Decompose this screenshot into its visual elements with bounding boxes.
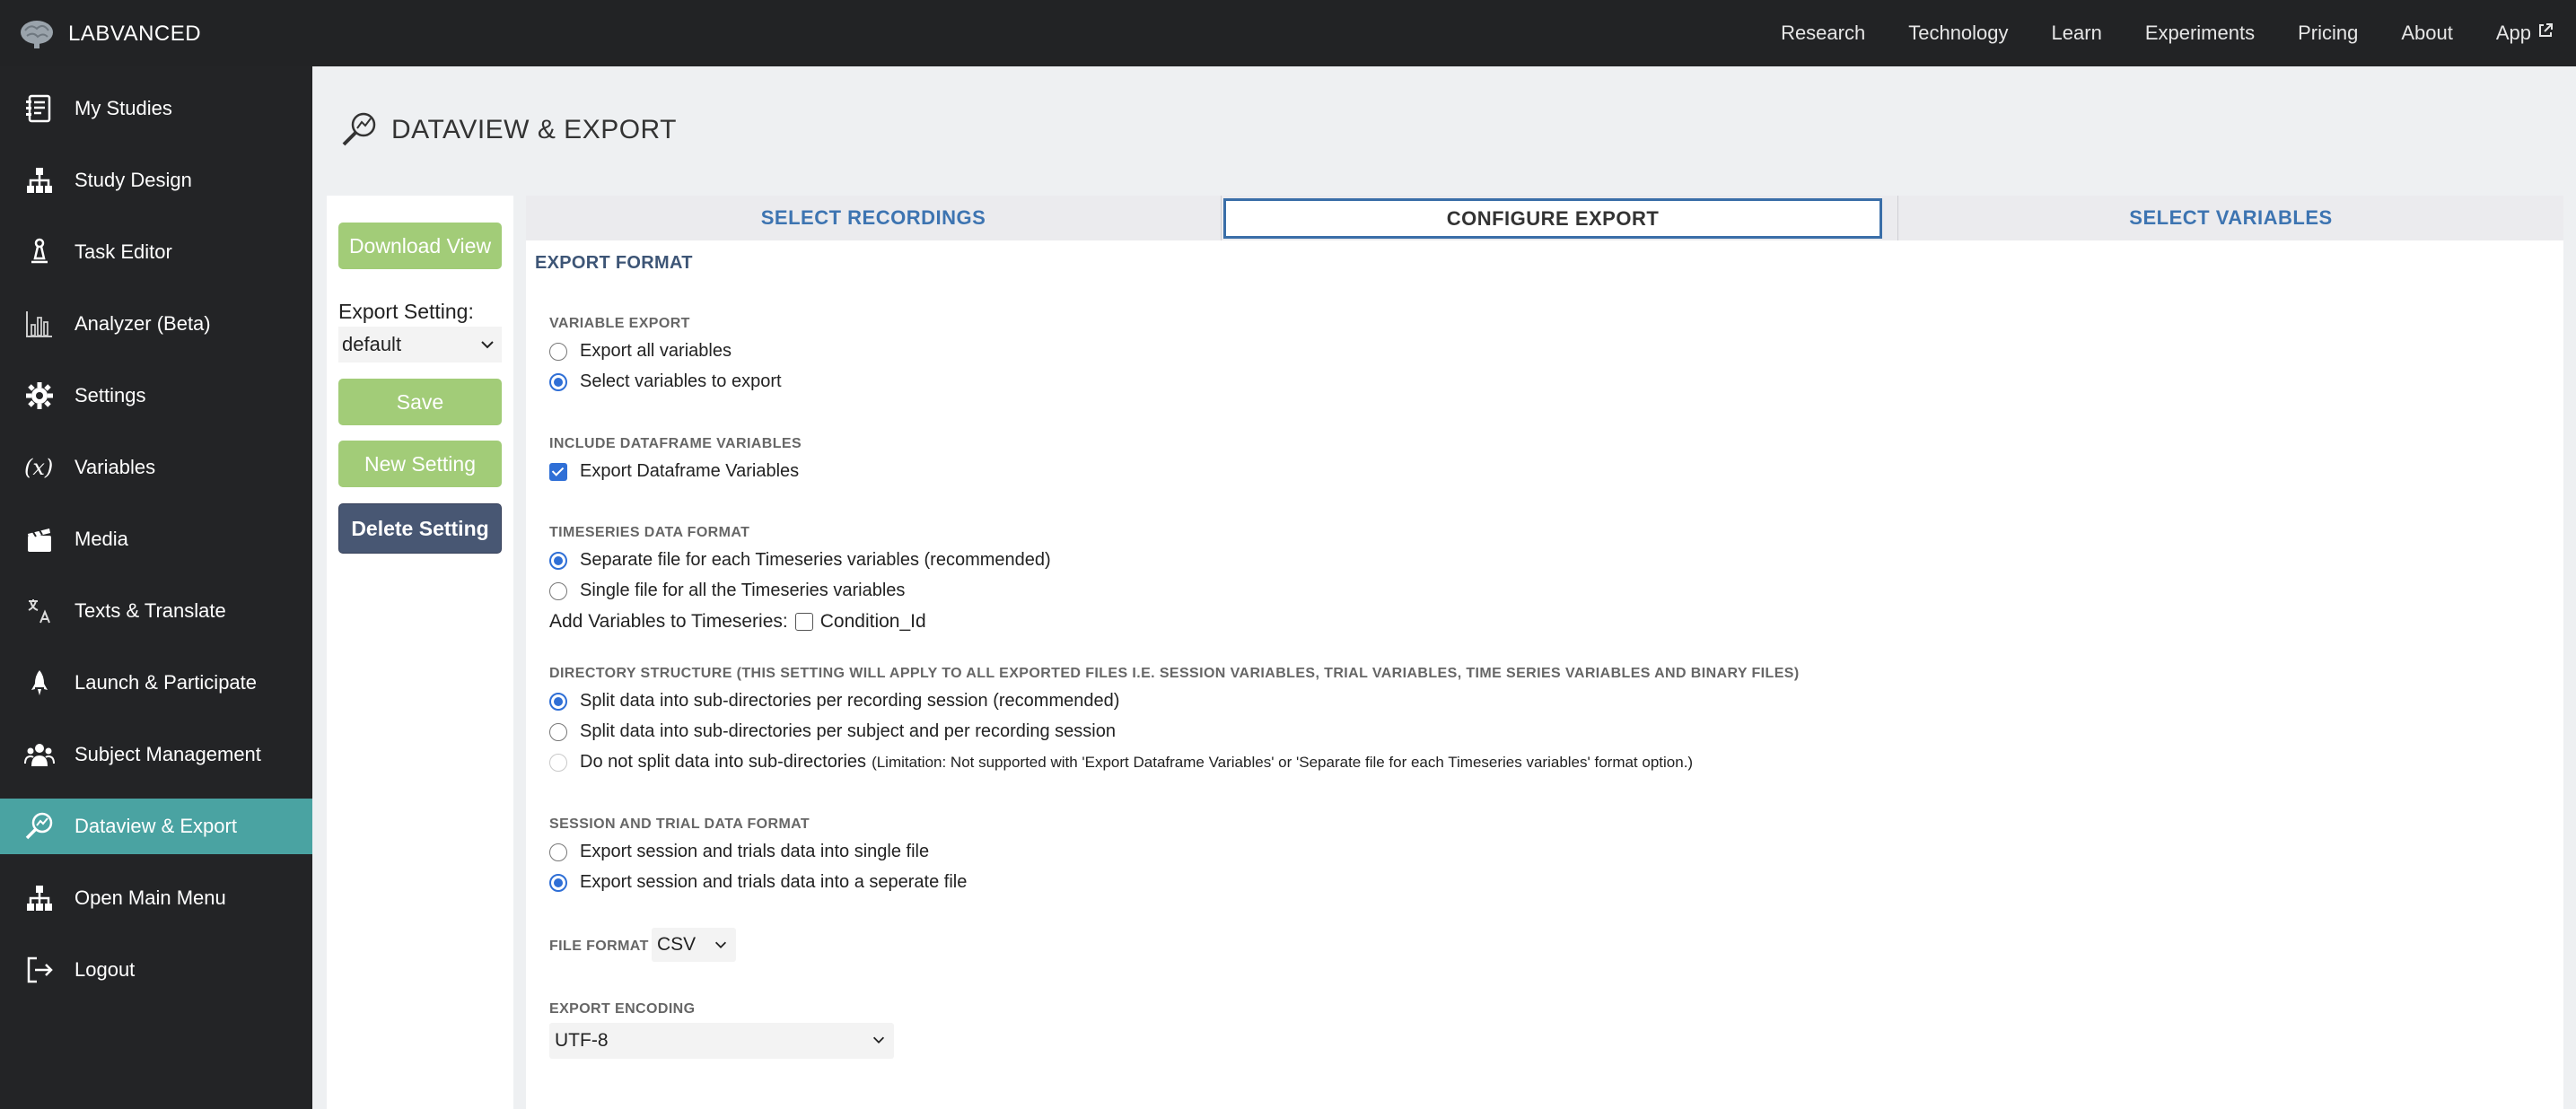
timeseries-separate-option[interactable] [549, 550, 1051, 571]
nav-app-label: App [2495, 22, 2531, 44]
option-label: Split data into sub-directories per subject and per recording session [580, 721, 1116, 741]
export-setting-value: default [342, 333, 402, 355]
directory-per-session-option[interactable] [549, 691, 1119, 712]
export-actions-panel [327, 196, 513, 1109]
export-setting-select[interactable] [338, 327, 502, 362]
tab-bar [526, 196, 2563, 240]
file-format-value: CSV [657, 934, 697, 955]
chevron-down-icon [478, 336, 496, 354]
logout-icon [23, 954, 56, 986]
tab-divider [1221, 196, 1222, 240]
session-trial-separate-option[interactable] [549, 872, 967, 893]
sidebar-item-label: Media [74, 528, 128, 550]
sidebar-item-texts-translate[interactable] [0, 583, 312, 639]
sidebar-item-label: Dataview & Export [74, 815, 237, 837]
option-label: Export session and trials data into a seperate file [580, 872, 968, 892]
sidebar-item-label: Subject Management [74, 743, 261, 765]
gear-icon [23, 380, 56, 412]
section-title: EXPORT FORMAT [535, 253, 693, 273]
limitation-note: (Limitation: Not supported with 'Export Dataframe Variables' or 'Separate file for each Timeseries variables' format option.) [872, 753, 1694, 771]
nav-learn[interactable]: Learn [2051, 22, 2102, 44]
radio-button[interactable] [549, 874, 567, 892]
brand[interactable] [18, 18, 201, 50]
sidebar-item-media[interactable] [0, 511, 312, 567]
sidebar-item-label: Task Editor [74, 240, 172, 263]
radio-button[interactable] [549, 373, 567, 391]
timeseries-single-option[interactable] [549, 581, 905, 601]
condition-id-checkbox[interactable] [795, 613, 813, 631]
clapperboard-icon [23, 523, 56, 555]
radio-button [549, 754, 567, 772]
condition-id-label: Condition_Id [819, 611, 926, 632]
session-trial-single-option[interactable] [549, 842, 929, 862]
option-label: Export session and trials data into single file [580, 842, 930, 861]
sidebar-item-dataview-export[interactable] [0, 799, 312, 854]
add-vars-label: Add Variables to Timeseries: [549, 611, 788, 632]
sidebar-item-label: Texts & Translate [74, 599, 226, 622]
nav-research[interactable]: Research [1781, 22, 1866, 44]
directory-per-subject-option[interactable] [549, 721, 1116, 742]
export-encoding-value: UTF-8 [555, 1030, 609, 1051]
radio-button[interactable] [549, 693, 567, 711]
sidebar-item-task-editor[interactable] [0, 224, 312, 280]
sidebar-item-label: My Studies [74, 97, 172, 119]
nav-experiments[interactable]: Experiments [2144, 22, 2256, 44]
option-label: Select variables to export [580, 371, 782, 391]
nav-pricing[interactable]: Pricing [2298, 22, 2359, 44]
radio-button[interactable] [549, 552, 567, 570]
option-label: Export all variables [580, 341, 732, 361]
export-encoding-select[interactable] [549, 1023, 894, 1059]
directory-structure-label: DIRECTORY STRUCTURE (THIS SETTING WILL APPLY TO ALL EXPORTED FILES I.E. SESSION VARIABLES, TRIAL VARIABLES, TIME SERIES VARIABLES AND BINARY FILES) [549, 666, 1800, 681]
sidebar-item-study-design[interactable] [0, 153, 312, 208]
radio-button[interactable] [549, 843, 567, 861]
hierarchy-icon [23, 164, 56, 196]
checkbox[interactable] [549, 463, 567, 481]
tab-configure-export[interactable]: CONFIGURE EXPORT [1223, 198, 1882, 239]
svg-text:(x): (x) [24, 455, 54, 480]
bar-chart-icon [23, 308, 56, 340]
sidebar [0, 66, 312, 1109]
sidebar-item-analyzer[interactable] [0, 296, 312, 352]
export-encoding-label: EXPORT ENCODING [549, 1001, 696, 1017]
sidebar-item-label: Study Design [74, 169, 192, 191]
include-dataframe-label: INCLUDE DATAFRAME VARIABLES [549, 436, 802, 451]
add-vars-timeseries-row [549, 611, 926, 633]
radio-button[interactable] [549, 343, 567, 361]
radio-button[interactable] [549, 723, 567, 741]
chevron-down-icon [713, 937, 729, 953]
directory-no-split-option [549, 752, 1693, 773]
sidebar-item-label: Open Main Menu [74, 886, 226, 909]
brand-name: LABVANCED [68, 22, 202, 46]
sidebar-item-label: Logout [74, 958, 136, 981]
brain-logo-icon [18, 18, 56, 50]
variable-icon [23, 451, 56, 484]
magnifier-chart-icon [23, 810, 56, 843]
sidebar-item-label: Settings [74, 384, 146, 406]
export-config-panel [526, 196, 2563, 1109]
file-format-select[interactable] [652, 928, 736, 962]
variable-export-label: VARIABLE EXPORT [549, 316, 690, 331]
sidebar-item-launch-participate[interactable] [0, 655, 312, 711]
translate-icon [23, 595, 56, 627]
sidebar-item-my-studies[interactable] [0, 81, 312, 136]
sidebar-item-variables[interactable] [0, 440, 312, 495]
sidebar-item-subject-management[interactable] [0, 727, 312, 782]
external-link-icon [2537, 22, 2554, 39]
tab-select-variables[interactable]: SELECT VARIABLES [2129, 206, 2333, 229]
users-icon [23, 738, 56, 771]
nav-app[interactable] [2496, 22, 2554, 45]
top-nav [1738, 0, 2554, 66]
option-label: Split data into sub-directories per recording session (recommended) [580, 691, 1120, 711]
file-format-label: FILE FORMAT [549, 939, 649, 954]
sidebar-item-label: Variables [74, 456, 156, 478]
download-view-button[interactable]: Download View [338, 223, 502, 269]
nav-technology[interactable]: Technology [1908, 22, 2009, 44]
sidebar-item-open-main-menu[interactable] [0, 870, 312, 926]
option-label: Separate file for each Timeseries variables (recommended) [580, 550, 1051, 570]
tab-select-recordings[interactable]: SELECT RECORDINGS [760, 206, 986, 229]
page-title: DATAVIEW & EXPORT [391, 115, 677, 144]
studies-icon [23, 92, 56, 125]
save-button[interactable]: Save [338, 379, 502, 425]
sidebar-item-logout[interactable] [0, 942, 312, 998]
stamp-icon [23, 236, 56, 268]
sidebar-item-label: Launch & Participate [74, 671, 258, 694]
select-variables-option[interactable] [549, 371, 782, 392]
sidebar-item-label: Analyzer (Beta) [74, 312, 211, 335]
session-trial-label: SESSION AND TRIAL DATA FORMAT [549, 816, 810, 832]
export-setting-label: Export Setting: [338, 300, 474, 323]
top-bar [0, 0, 2576, 66]
new-setting-button[interactable]: New Setting [338, 441, 502, 487]
radio-button[interactable] [549, 582, 567, 600]
timeseries-format-label: TIMESERIES DATA FORMAT [549, 525, 750, 540]
nav-about[interactable]: About [2401, 22, 2453, 44]
option-label: Do not split data into sub-directories [580, 752, 867, 772]
delete-setting-button[interactable]: Delete Setting [338, 503, 502, 554]
option-label: Export Dataframe Variables [580, 461, 800, 481]
sitemap-icon [23, 882, 56, 914]
magnifier-chart-icon [339, 110, 379, 150]
rocket-icon [23, 667, 56, 699]
option-label: Single file for all the Timeseries variables [580, 581, 906, 600]
page-header [339, 108, 677, 153]
sidebar-item-settings[interactable] [0, 368, 312, 424]
chevron-down-icon [871, 1032, 887, 1048]
export-all-variables-option[interactable] [549, 341, 732, 362]
export-dataframe-option[interactable] [549, 461, 799, 482]
